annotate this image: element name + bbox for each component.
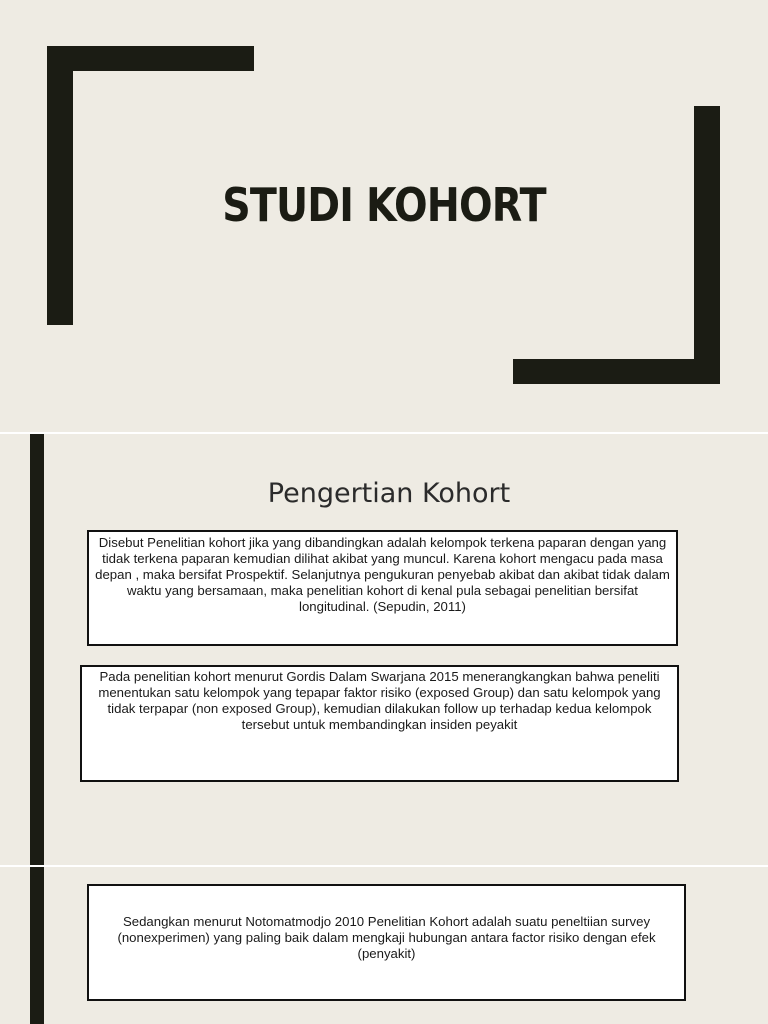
definition-text-box: Disebut Penelitian kohort jika yang dibandingkan adalah kelompok terkena paparan dengan yang tidak terkena paparan kemudian dilihat akibat yang muncul. Karena kohort mengacu pada masa depan , maka bersifat Prospektif. Selanjutnya pengukuran penyebab akibat dan akibat tidak dalam waktu yang bersamaan, maka penelitian kohort di kenal pula sebagai penelitian bersifat longitudinal. (Sepudin, 2011) [87, 530, 678, 646]
frame-bottom-right-horizontal-bar [513, 359, 720, 384]
frame-bottom-right-vertical-bar [694, 106, 720, 384]
section-heading: Pengertian Kohort [267, 478, 511, 509]
gordis-text-box: Pada penelitian kohort menurut Gordis Dalam Swarjana 2015 menerangkangkan bahwa peneliti menentukan satu kelompok yang tepapar faktor risiko (exposed Group) dan satu kelompok yang tidak terpapar (non exposed Group), kemudian dilakukan follow up terhadap kedua kelompok tersebut untuk membandingkan insiden peyakit [80, 665, 679, 782]
frame-top-left-horizontal-bar [47, 46, 254, 71]
left-accent-bar [30, 867, 44, 1024]
notoatmodjo-slide [0, 867, 768, 1024]
notoatmodjo-text-box: Sedangkan menurut Notomatmodjo 2010 Penelitian Kohort adalah suatu peneltiian survey (nonexperimen) yang paling baik dalam mengkaji hubungan antara factor risiko dengan efek (penyakit) [87, 884, 686, 1001]
definition-slide [0, 434, 768, 865]
slide-title: STUDI KOHORT [222, 178, 546, 232]
title-slide [0, 0, 768, 432]
